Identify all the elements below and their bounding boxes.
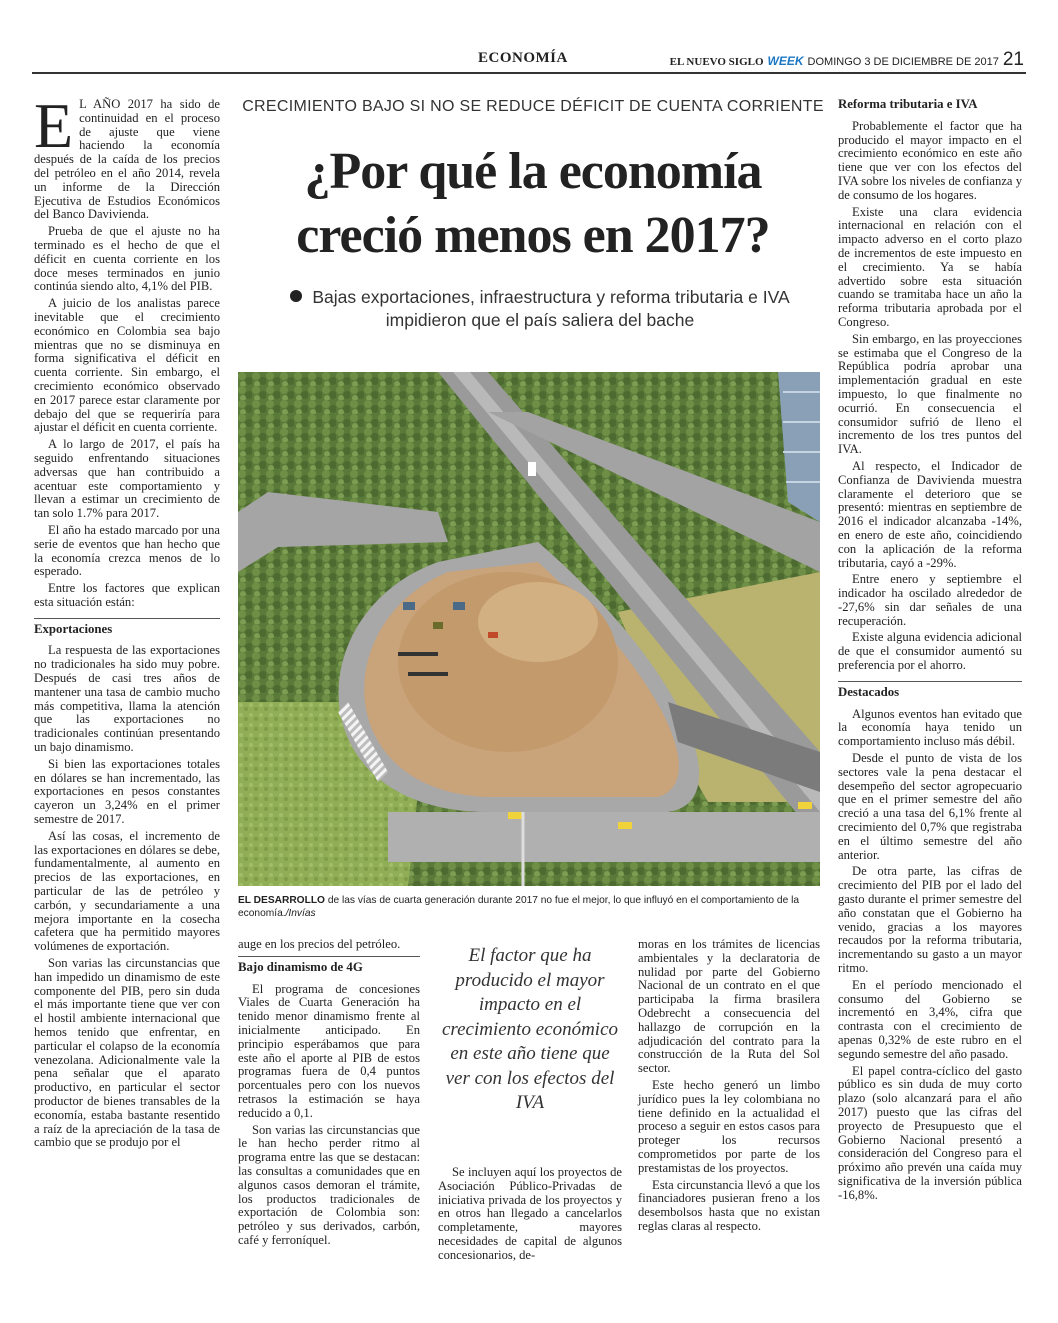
caption-lead: EL DESARROLLO — [238, 895, 325, 906]
caption-text: de las vías de cuarta generación durante 2017 no fue el mejor, lo que influyó en el comportamiento de la economía. — [238, 895, 800, 919]
paragraph: De otra parte, las cifras de crecimiento del PIB por el lado del gasto durante el primer semestre del año constatan que el Gobierno ha venido, gracias a los mayores recaudos por la reforma tributaria, incrementando su gasto a un mayor ritmo. — [838, 864, 1022, 976]
paragraph: Sin embargo, en las proyecciones se estimaba que el Congreso de la República podría aprobar una implementación gradual en este impuesto, lo que finalmente no ocurrió. En consecuencia el consumidor sufrió de lleno el incremento de los tres puntos del IVA. — [838, 331, 1022, 457]
column-3 — [438, 1166, 622, 1266]
section-title: ECONOMÍA — [478, 50, 568, 66]
paragraph: El programa de concesiones Viales de Cuarta Generación ha tenido menor dinamismo frente al inicialmente anticipado. En principio esperábamos que para este año el aporte al PIB de estos programas fuera de 0,4 puntos porcentuales pero con los nuevos retrasos la estimación se haya reducido a 0,1. — [238, 981, 420, 1120]
paragraph: Se incluyen aquí los proyectos de Asociación Público-Privadas de iniciativa privada de los proyectos y en otros han llegado a cancelarlos completamente, mayores necesidades de capital de algunos concesionarios, de- — [438, 1165, 622, 1262]
pull-quote: El factor que ha producido el mayor impacto en el crecimiento económico en este año tiene que ver con los efectos del IVA — [441, 945, 619, 1113]
column-5 — [838, 94, 1022, 1206]
photo-credit: /Invías — [285, 908, 316, 919]
paragraph: A lo largo de 2017, el país ha seguido enfrentando situaciones adversas que han contribuido a acentuar este comportamiento y llevan a estimar un crecimiento de tan solo 1.7% para 2017. — [34, 437, 220, 521]
column-2 — [238, 938, 420, 1251]
paragraph: Son varias las circunstancias que le han hecho perder ritmo al programa entre las que se destacan: las consultas a comunidades que en algunos casos demoran el trámite, los productos tradicionales de exportación de Colombia son: petróleo y sus derivados, carbón, café y ferroníquel. — [238, 1122, 420, 1247]
headline-line-1: ¿Por qué la economía — [304, 143, 762, 200]
edition-name: WEEK — [767, 54, 804, 68]
paragraph: Prueba de que el ajuste no ha terminado es el hecho de que el déficit en cuenta corriente en los doce meses terminados en junio continúa siendo alto, 4,1% del PIB. — [34, 224, 220, 294]
subhead-exportaciones: Exportaciones — [34, 618, 220, 637]
subhead-reforma: Reforma tributaria e IVA — [838, 97, 978, 111]
paragraph: En el período mencionado el consumo del Gobierno se incrementó en 3,4%, cifra que contrasta con el crecimiento de apenas 0,32% de este rubro en el segundo semestre del año pasado. — [838, 977, 1022, 1061]
header-rule — [32, 72, 1026, 74]
paragraph: auge en los precios del petróleo. — [238, 937, 401, 951]
lead-paragraph: E L AÑO 2017 ha sido de continuidad en el proceso de ajuste que viene haciendo la economía después de la caída de los precios del petróleo en el año 2014, revela un informe de la Dirección Ejecutiva de Estudios Económicos del Banco Davivienda. — [34, 90, 220, 222]
paragraph: Así las cosas, el incremento de las exportaciones en dólares se debe, fundamentalmente, al aumento en precios de las exportaciones, en particular de las de petróleo y carbón, y secundariamente a una mejora importante en la cosecha cafetera que ha permitido mayores volúmenes de exportación. — [34, 828, 220, 954]
column-4 — [638, 938, 820, 1237]
column-1 — [34, 90, 220, 1153]
subhead-destacados: Destacados — [838, 681, 1022, 700]
drop-cap: E — [34, 90, 74, 161]
paragraph: El año ha estado marcado por una serie de eventos que han hecho que la economía crezca menos de lo esperado. — [34, 522, 220, 579]
paragraph: Entre los factores que explican esta situación están: — [34, 581, 220, 609]
aerial-highway-photo — [238, 372, 820, 886]
paragraph: Existe alguna evidencia adicional de que el consumidor aumentó su preferencia por el ahorro. — [838, 630, 1022, 673]
subhead-4g: Bajo dinamismo de 4G — [238, 956, 420, 975]
paragraph: A juicio de los analistas parece inevitable que el crecimiento económico en Colombia sea bajo mientras que no se disminuya en forma significativa el déficit en cuenta corriente. Sin embargo, el crecimiento económico observado en 2017 parece estar claramente por debajo del que se requeriría para ajustar el déficit en cuenta corriente. — [34, 296, 220, 435]
issue-date: DOMINGO 3 DE DICIEMBRE DE 2017 — [807, 56, 999, 68]
masthead — [670, 49, 1024, 71]
page-number: 21 — [1002, 49, 1024, 70]
paragraph: Si bien las exportaciones totales en dólares se han incrementado, las exportaciones en pesos constantes cayeron un 3,24% en el primer semestre de 2017. — [34, 756, 220, 827]
paragraph: Probablemente el factor que ha producido el mayor impacto en el crecimiento económico en este año tiene que ver con los efectos del IVA sobre los niveles de confianza y de consumo de los hogares. — [838, 118, 1022, 202]
paragraph: Son varias las circunstancias que han impedido un dinamismo de este componente del PIB, pero sin duda el más importante tiene que ver con el hostil ambiente internacional que hemos tenido que enfrentar, en particular el colapso de la economía venezolana. Adicionalmente vale la pena señalar que el aparato productivo, en particular el sector productor de bienes transables de la economía, estaba bastante resentido a raíz de la apreciación de la tasa de cambio que se produjo por el — [34, 956, 220, 1150]
deck — [260, 286, 820, 332]
photo-caption — [238, 894, 820, 920]
kicker: CRECIMIENTO BAJO SI NO SE REDUCE DÉFICIT DE CUENTA CORRIENTE — [242, 98, 824, 115]
paragraph: Esta circunstancia llevó a que los financiadores pusieran freno a los desembolsos hasta que no existan reglas claras al respecto. — [638, 1177, 820, 1233]
bullet-icon — [290, 290, 302, 302]
publication-name: EL NUEVO SIGLO — [669, 56, 764, 68]
paragraph: moras en los trámites de licencias ambientales y la declaratoria de nulidad por parte del Gobierno Nacional de un contrato en el que participaba la firma brasilera Odebrecht a consecuencia del hallazgo de corrupción en la adjudicación del contrato para la construcción de la Ruta del Sol sector. — [638, 937, 820, 1076]
paragraph: Algunos eventos han evitado que la economía haya tenido un comportamiento incluso más débil. — [838, 706, 1022, 749]
paragraph: Entre enero y septiembre el indicador ha oscilado alrededor de -27,6% sin dar señales de una recuperación. — [838, 572, 1022, 628]
paragraph: La respuesta de las exportaciones no tradicionales ha sido muy pobre. Después de casi tres años de mantener una tasa de cambio mucho más competitiva, llama la atención que las exportaciones no tradicionales continúan presentando un bajo dinamismo. — [34, 643, 220, 755]
headline-line-2: creció menos en 2017? — [296, 207, 770, 264]
paragraph: Desde el punto de vista de los sectores vale la pena destacar el desempeño del sector agropecuario que en el primer semestre del año creció a una tasa del 6,1% frente al crecimiento del 0,7% que registraba en el último semestre del año anterior. — [838, 751, 1022, 862]
deck-text: Bajas exportaciones, infraestructura y reforma tributaria e IVA impidieron que el país saliera del bache — [312, 287, 790, 330]
paragraph: El papel contra-cíclico del gasto público es sin duda de muy corto plazo (solo alcanzará para el año 2017) puesto que las cifras del proyecto de Presupuesto que el Gobierno Nacional presentó a consideración del Congreso para el próximo año prevén una caída muy significativa de la inversión pública -16,8%. — [838, 1063, 1022, 1202]
paragraph: Existe una clara evidencia internacional en relación con el impacto adverso en el corto plazo de incrementos de este impuesto en el crecimiento. Ya se había advertido sobre esta situación cuando se tramitaba hace un año la reforma tributaria aprobada por el Congreso. — [838, 204, 1022, 329]
headline — [238, 140, 828, 268]
paragraph: Este hecho generó un limbo jurídico pues la ley colombiana no tiene definido en la actualidad el proceso a seguir en estos casos para proteger los recursos comprometidos por parte de los prestamistas de los proyectos. — [638, 1077, 820, 1175]
paragraph: Al respecto, el Indicador de Confianza de Davivienda muestra claramente el deterioro que se presentó: mientras en septiembre de 2016 el indicador alcanzaba -14%, en enero de este año, coincidiendo con la aplicación de la reforma tributaria, cayó a -29%. — [838, 458, 1022, 570]
